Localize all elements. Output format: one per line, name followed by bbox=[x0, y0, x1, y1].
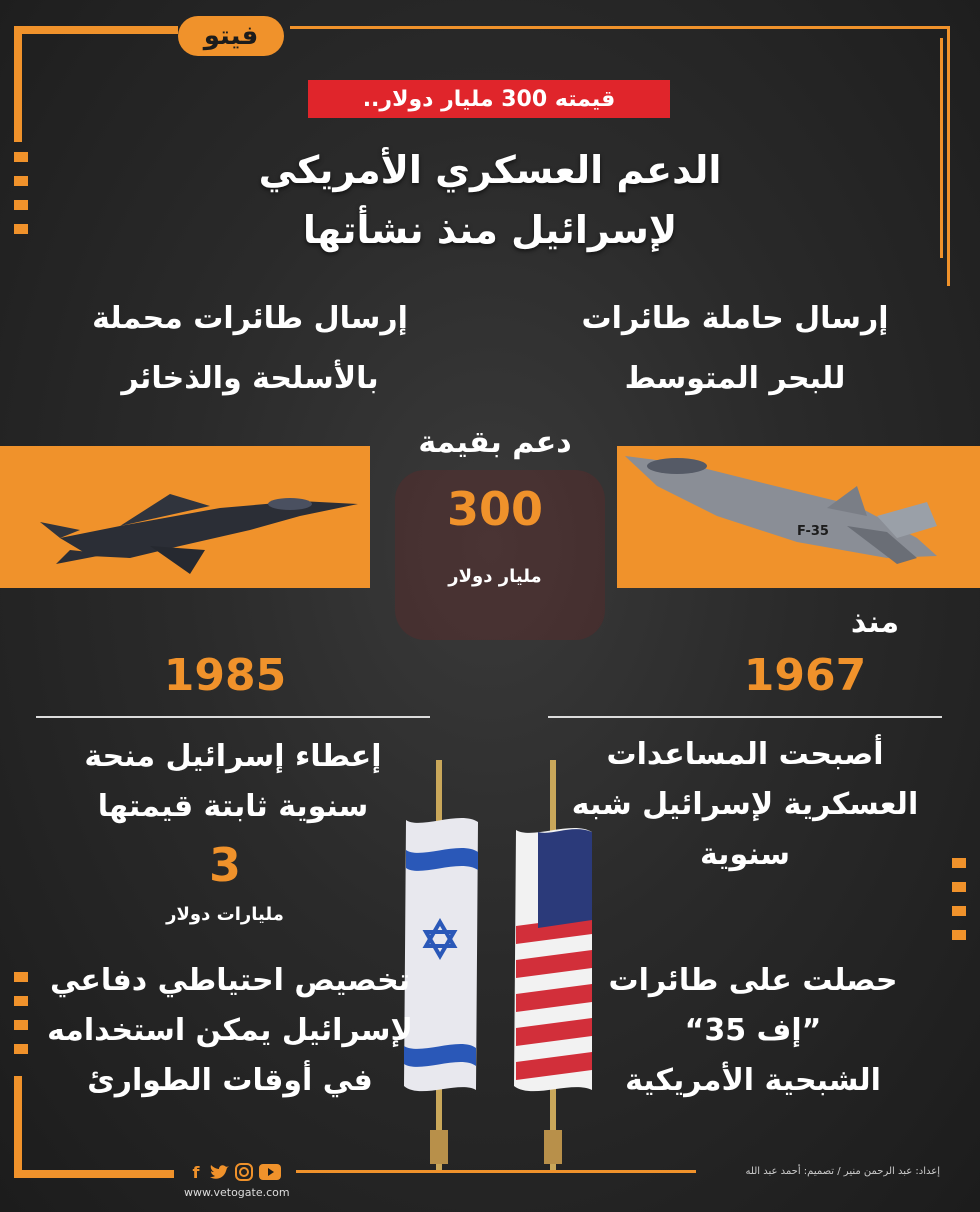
since-text: أصبحت المساعدات العسكرية لإسرائيل شبه سنوية bbox=[571, 737, 919, 872]
title-line-1: الدعم العسكري الأمريكي bbox=[258, 148, 722, 192]
title-line-2: لإسرائيل منذ نشأتها bbox=[302, 208, 678, 252]
plane-tail-text: F-35 bbox=[797, 524, 829, 539]
frame-top-right bbox=[290, 26, 950, 29]
f35-jet-left-icon bbox=[0, 446, 370, 588]
plane-box-right bbox=[617, 446, 980, 588]
plane-box-left bbox=[0, 446, 370, 588]
jets-text: حصلت على طائرات ”إف 35“ الشبحية الأمريكية bbox=[608, 963, 898, 1098]
grant-year: 1985 bbox=[163, 650, 287, 701]
instagram-icon[interactable] bbox=[232, 1160, 256, 1184]
facebook-icon[interactable]: f bbox=[192, 1162, 200, 1182]
usa-flag-icon bbox=[508, 750, 598, 1170]
website-link[interactable]: www.vetogate.com bbox=[184, 1186, 290, 1199]
frame-left-top bbox=[14, 26, 22, 142]
f35-jet-right-icon bbox=[617, 446, 980, 588]
weapons-planes-text: إرسال طائرات محملة بالأسلحة والذخائر bbox=[92, 301, 408, 396]
subtitle-banner: قيمته 300 مليار دولار.. bbox=[308, 80, 670, 118]
frame-right-top bbox=[947, 26, 950, 286]
support-unit: مليار دولار bbox=[448, 566, 542, 587]
frame-bottom-mid bbox=[296, 1170, 696, 1173]
support-label: دعم بقيمة bbox=[418, 425, 572, 460]
vetogate-logo: فيتو bbox=[178, 16, 284, 56]
grant-text: إعطاء إسرائيل منحة سنوية ثابتة قيمتها bbox=[84, 739, 382, 824]
carrier-text: إرسال حاملة طائرات للبحر المتوسط bbox=[581, 301, 889, 396]
frame-left-bottom bbox=[14, 1076, 22, 1178]
page-title bbox=[120, 140, 860, 260]
divider-right bbox=[548, 716, 942, 718]
frame-top-left bbox=[14, 26, 178, 34]
grant-value: 3 bbox=[208, 838, 241, 892]
support-value: 300 bbox=[446, 482, 544, 536]
twitter-icon[interactable] bbox=[208, 1160, 232, 1184]
frame-bottom-left bbox=[14, 1170, 174, 1178]
since-label: منذ bbox=[850, 605, 900, 640]
since-year: 1967 bbox=[743, 650, 867, 701]
grant-unit: مليارات دولار bbox=[166, 904, 284, 925]
credits-text: إعداد: عبد الرحمن منير / تصميم: أحمد عبد الله bbox=[745, 1166, 940, 1177]
youtube-icon[interactable] bbox=[258, 1160, 282, 1184]
divider-left bbox=[36, 716, 430, 718]
frame-right-inner bbox=[940, 38, 943, 258]
reserve-text: تخصيص احتياطي دفاعي لإسرائيل يمكن استخدامه في أوقات الطوارئ bbox=[47, 963, 413, 1098]
